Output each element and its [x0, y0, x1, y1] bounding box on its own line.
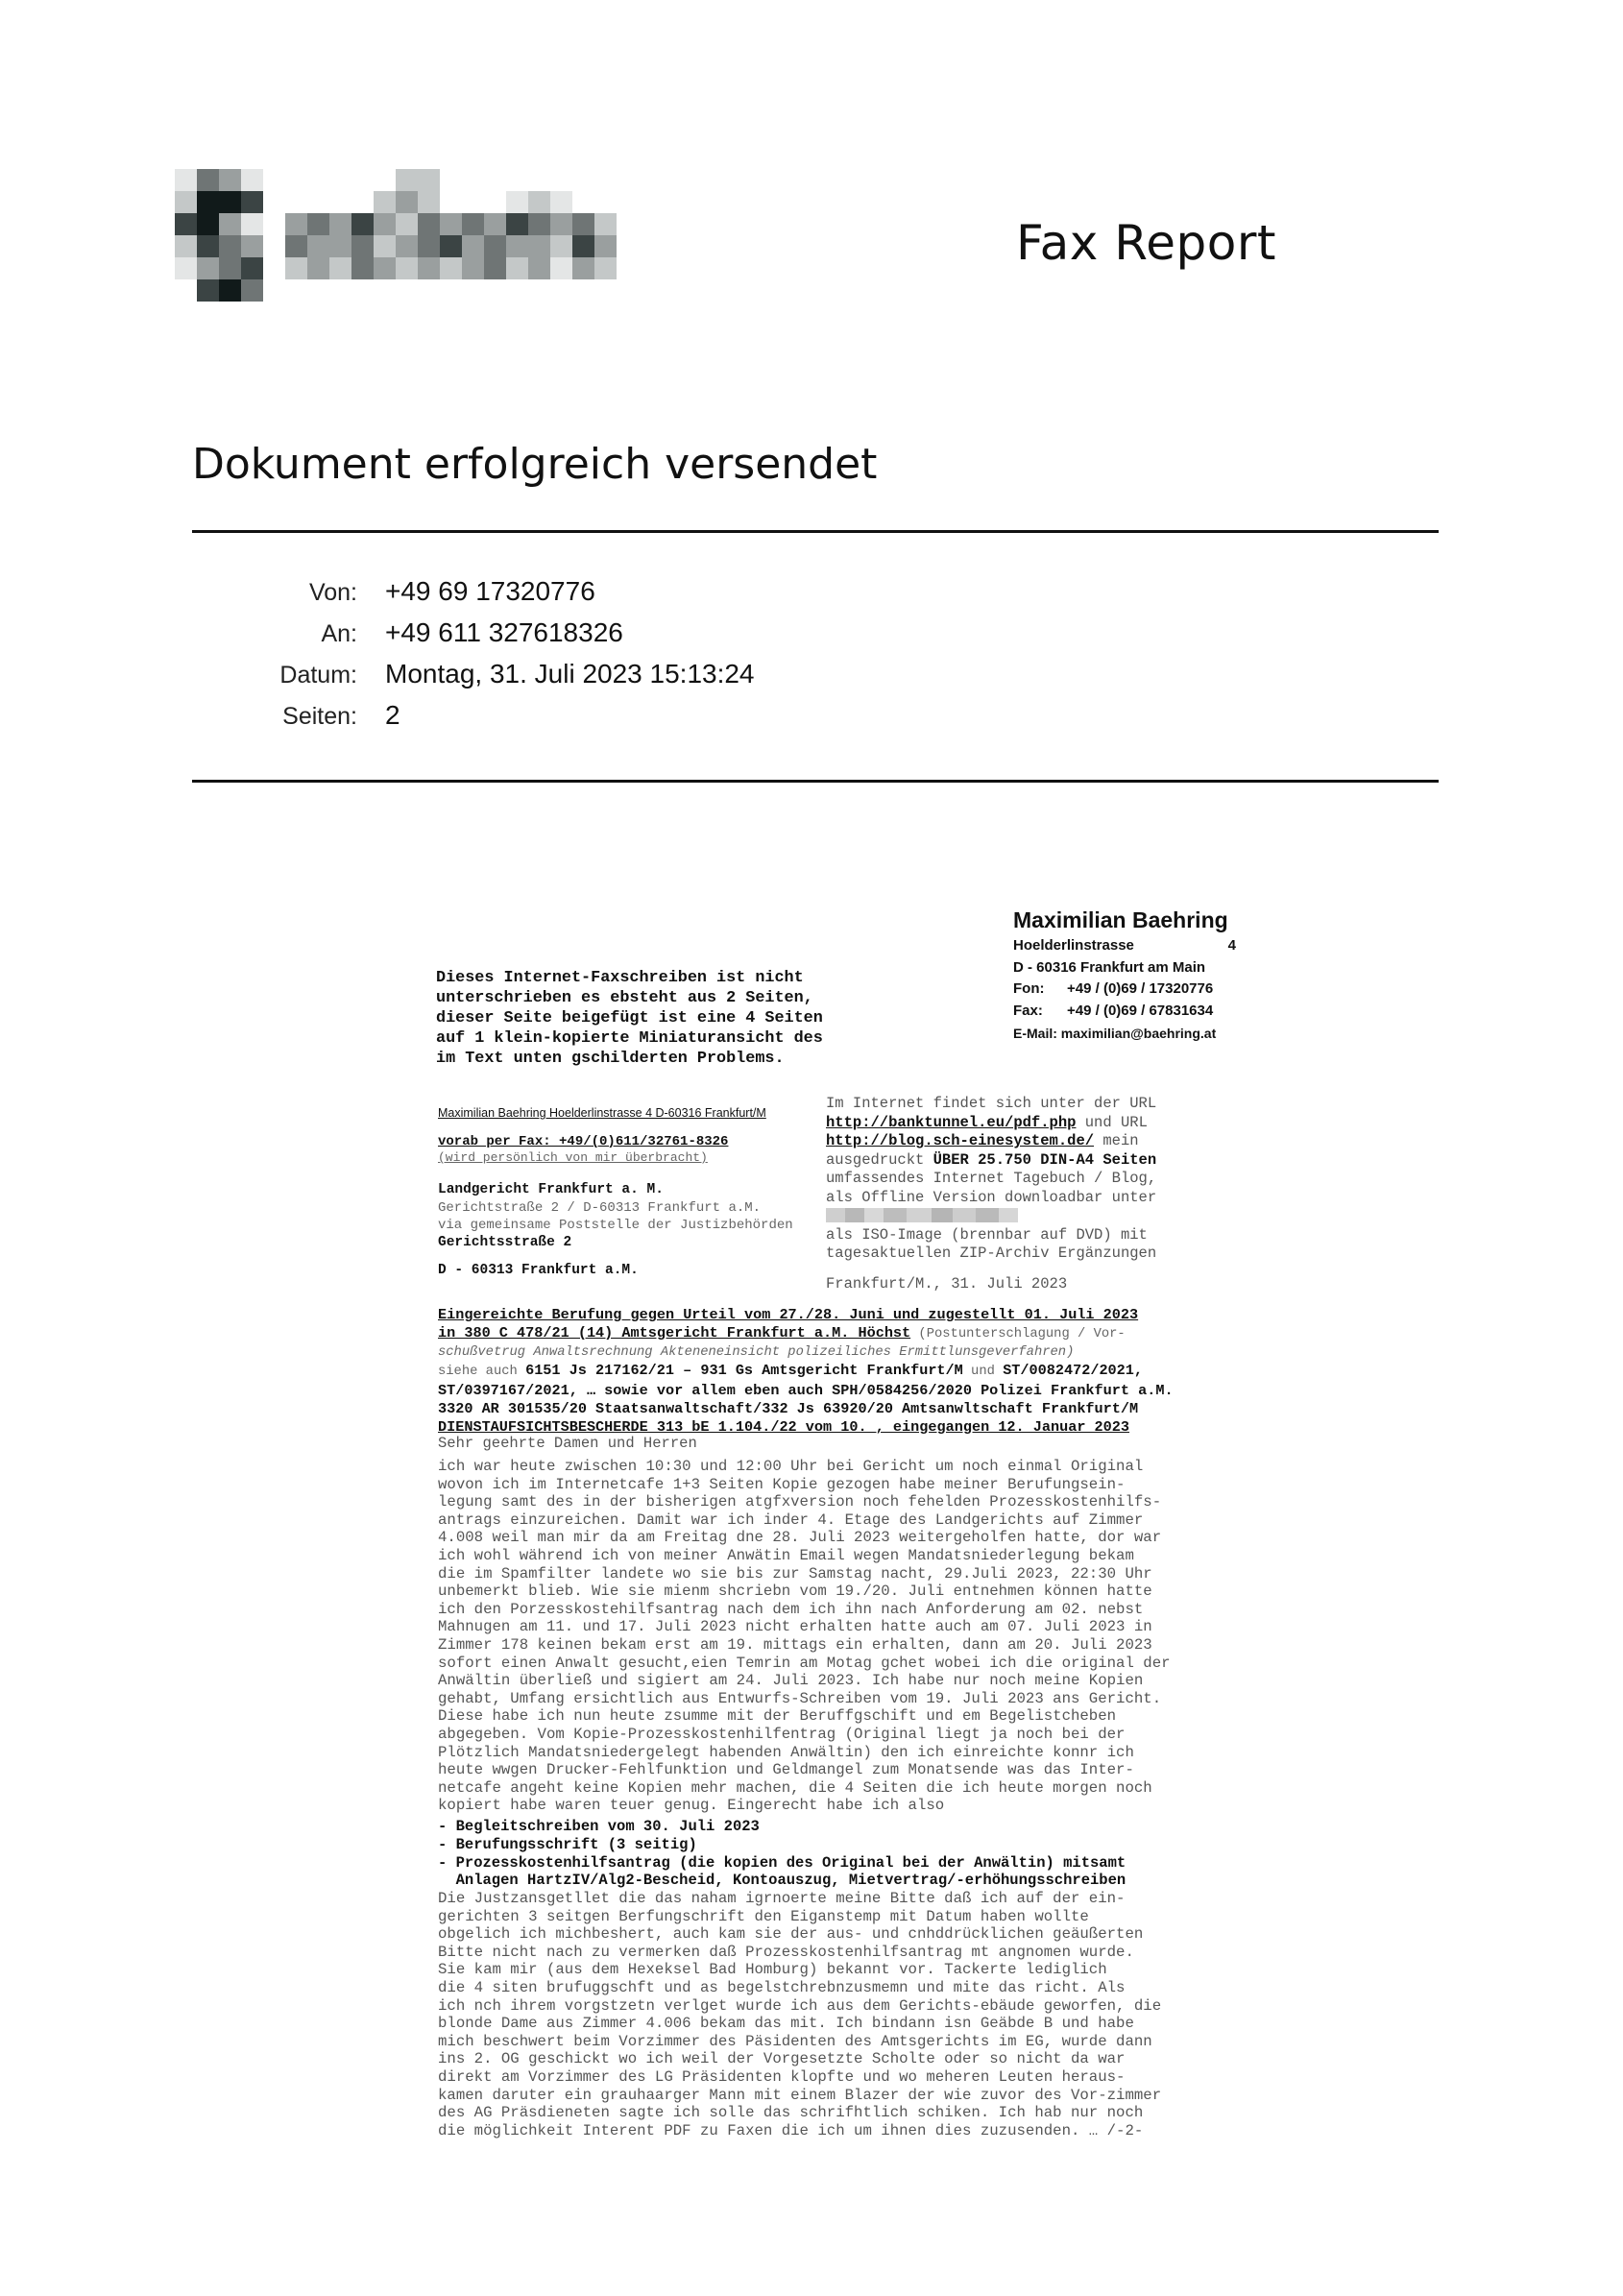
page-count-highlight: ÜBER 25.750 DIN-A4 Seiten — [933, 1150, 1157, 1169]
recipient-street: Gerichtsstraße 2 — [438, 1235, 572, 1250]
subject-line-5: ST/0397167/2021, … sowie vor allem eben auch SPH/0584256/2020 Polizei Frankfurt a.M. — [438, 1382, 1174, 1400]
personal-delivery-note: (wird persönlich von mir überbracht) — [438, 1150, 708, 1165]
from-label: Von: — [308, 579, 357, 606]
info-printed-text: ausgedruckt — [826, 1150, 933, 1169]
subject-line-1: Eingereichte Berufung gegen Urteil vom 27./28. Juni und zugestellt 01. Juli 2023 — [438, 1306, 1139, 1323]
letter-sender-block — [1013, 905, 1236, 1045]
subject-ref-1: 6151 Js 217162/21 – 931 Gs Amtsgericht Frankfurt/M — [525, 1362, 963, 1380]
sender-email: E-Mail: maximilian@baehring.at — [1013, 1026, 1217, 1041]
recipient-address-block — [438, 1104, 822, 1280]
internet-info-block — [826, 1095, 1200, 1264]
to-number: +49 611 327618326 — [385, 617, 623, 647]
sender-city-text: D - 60316 Frankfurt am Main — [1013, 958, 1206, 976]
from-number: +49 69 17320776 — [385, 576, 595, 606]
return-address-line: Maximilian Baehring Hoelderlinstrasse 4 D-60316 Frankfurt/M — [438, 1106, 766, 1120]
info-line-3 — [826, 1132, 1200, 1151]
subject-ref-2: ST/0082472/2021, — [1003, 1362, 1144, 1380]
info-line-4 — [826, 1151, 1200, 1171]
info-line-6: als Offline Version downloadbar unter — [826, 1188, 1157, 1206]
sender-phone-label: Fon: — [1013, 980, 1045, 997]
letter-body-paragraph-1: ich war heute zwischen 10:30 und 12:00 Uhr bei Gericht um noch einmal Original wovon ich im Internetcafe 1+3 Seiten Kopie gezogen habe meiner Berufungsein- legung samt des in der bisherigen atgfxversion noch fehelden Prozesskostenhilfs- antrags einzureichen. Damit war ich inder 4. Etage des Landgerichts auf Zimmer 4.008 weil man mir da am Freitag dne 28. Juli 2023 weitergeholfen hatte, dor war ich wohl während ich von meiner Anwätin Email wegen Mandatsniederlegung bekam die im Spamfilter landete wo sie bis zur Samstag nacht, 29.Juli 2023, 22:30 Uhr unbemerkt blieb. Wie sie mienm shcriebn vom 19./20. Juli entnehmen können hatte ich den Porzesskostehilfsantrag nach dem ich ihn nach Anforderung am 02. nebst Mahnugen am 11. und 17. Juli 2023 nicht erhalten hatte auch am 07. Juli 2023 in Zimmer 178 keinen bekam erst am 19. mittags ein erhalten, dann am 20. Juli 2023 sofort einen Anwalt gesucht,eien Temrin am Motag gchet wobei ich die original der Anwältin überließ und sigiert am 24. Juli 2023. Ich habe nur noch meine Kopien gehabt, Umfang ersichtlich aus Entwurfs-Schreiben vom 19. Juli 2023 ans Gericht. Diese habe ich nun heute zsumme mit der Beruffgschift und em Begelistcheben abgegeben. Vom Kopie-Prozesskostenhilfentrag (Original liegt ja noch bei der Plötzlich Mandatsniedergelegt habenden Anwältin) den ich einreichte konnr ich heute wwgen Drucker-Fehlfunktion und Geldmangel zum Monatsende was das Inter- netcafe angeht keine Kopien mehr machen, die 4 Seiten die ich heute morgen noch kopiert habe waren teuer genug. Eingerecht habe ich also — [438, 1458, 1171, 1815]
recipient-via: via gemeinsame Poststelle der Justizbehörden — [438, 1218, 793, 1233]
letter-subject — [438, 1306, 1197, 1437]
recipient-city: D - 60313 Frankfurt a.M. — [438, 1263, 639, 1278]
subject-line-6: 3320 AR 301535/20 Staatsanwaltschaft/332 Js 63920/20 Amtsanwltschaft Frankfurt/M — [438, 1399, 1139, 1417]
info-and-url-text: und URL — [1076, 1113, 1148, 1131]
banktunnel-link[interactable]: http://banktunnel.eu/pdf.php — [826, 1113, 1077, 1131]
date-value: Montag, 31. Juli 2023 15:13:24 — [385, 659, 755, 689]
salutation: Sehr geehrte Damen und Herren — [438, 1435, 697, 1452]
sender-fax-line — [1013, 1001, 1236, 1023]
blog-link[interactable]: http://blog.sch-einesystem.de/ — [826, 1132, 1095, 1149]
recipient-court-street: Gerichtstraße 2 / D-60313 Frankfurt a.M. — [438, 1200, 762, 1216]
sender-house-number: 4 — [1227, 937, 1236, 954]
info-line-5: umfassendes Internet Tagebuch / Blog, — [826, 1170, 1157, 1187]
sender-fax-label: Fax: — [1013, 1002, 1043, 1019]
info-line-1: Im Internet findet sich unter der URL — [826, 1095, 1157, 1112]
report-title: Fax Report — [1016, 215, 1277, 271]
info-line-2 — [826, 1114, 1200, 1133]
advance-fax-line: vorab per Fax: +49/(0)611/32761-8326 — [438, 1134, 729, 1149]
sender-phone: +49 / (0)69 / 17320776 — [1067, 980, 1214, 997]
info-mein-text: mein — [1094, 1132, 1139, 1149]
sender-name: Maximilian Baehring — [1013, 907, 1228, 932]
subject-see-also: siehe auch — [438, 1365, 526, 1380]
to-label: An: — [321, 620, 357, 647]
transmission-status: Dokument erfolgreich versendet — [192, 440, 878, 489]
pages-value: 2 — [385, 700, 400, 730]
sender-phone-line — [1013, 979, 1236, 1001]
subject-case-number: in 380 C 478/21 (14) Amtsgericht Frankfurt a.M. Höchst — [438, 1323, 911, 1341]
redaction-blur — [826, 1208, 1018, 1222]
subject-line-4 — [438, 1362, 1197, 1382]
sender-city — [1013, 957, 1236, 979]
sender-fax: +49 / (0)69 / 67831634 — [1067, 1002, 1214, 1019]
pages-label: Seiten: — [282, 703, 357, 730]
recipient-court: Landgericht Frankfurt a. M. — [438, 1182, 664, 1197]
info-line-9: tagesaktuellen ZIP-Archiv Ergänzungen — [826, 1245, 1157, 1262]
letter-date: Frankfurt/M., 31. Juli 2023 — [826, 1275, 1068, 1293]
letter-intro-notice: Dieses Internet-Faxschreiben ist nicht unterschrieben es ebsteht aus 2 Seiten, dieser Seite beigefügt ist eine 4 Seiten auf 1 klein-kopierte Miniaturansicht des im Text unten gschilderten Problems. — [436, 969, 823, 1068]
sender-street: Hoelderlinstrasse — [1013, 937, 1134, 954]
subject-line-3: schußvetrug Anwaltsrechnung Akteneneinsicht polizeiliches Ermittlunsgeverfahren) — [438, 1344, 1075, 1360]
subject-and: und — [962, 1365, 1004, 1380]
subject-line-2 — [438, 1324, 1197, 1344]
info-line-8: als ISO-Image (brennbar auf DVD) mit — [826, 1225, 1148, 1244]
enclosures-list: - Begleitschreiben vom 30. Juli 2023 - Berufungsschrift (3 seitig) - Prozesskostenhilfsantrag (die kopien des Original bei der Anwältin) mitsamt Anlagen HartzIV/Alg2-Bescheid, Kontoauszug, Mietvertrag/-erhöhungsschreiben — [438, 1818, 1126, 1890]
sender-street-line — [1013, 935, 1236, 957]
subject-topic-start: (Postunterschlagung / Vor- — [910, 1326, 1126, 1341]
date-label: Datum: — [279, 662, 357, 689]
subject-line-7: DIENSTAUFSICHTSBESCHERDE 313 bE 1.104./22 vom 10. , eingegangen 12. Januar 2023 — [438, 1417, 1130, 1436]
redacted-url — [826, 1207, 1200, 1226]
letter-body-paragraph-2: Die Justzansgetllet die das naham igrnoerte meine Bitte daß ich auf der ein- gerichten 3 seitgen Berfungschrift den Eiganstemp mit Datum haben wollte obgelich ich michbeshert, auch kam sie der aus- und cnhddrücklichen geäußerten Bitte nicht nach zu vermerken daß Prozesskostenhilfsantrag mt angnomen wurde. Sie kam mir (aus dem Hexeksel Bad Homburg) bekannt vor. Tackerte lediglich die 4 siten brufuggschft und as begelstchrebnzusmemn und mite das richt. Als ich nch ihrem vorgstzetn verlget wurde ich aus dem Gerichts-ebäude geworfen, die blonde Dame aus Zimmer 4.006 bekam das mit. Ich bindann isn Geäbde B und habe mich beschwert beim Vorzimmer des Päsidenten des Amtsgerichts im EG, wurde dann ins 2. OG geschickt wo ich weil der Vorgesetzte Scholte oder so nicht da war direkt am Vorzimmer des LG Präsidenten klopfte und wo meheren Leuten heraus- kamen daruter ein grauhaarger Mann mit einem Blazer der wie zuvor des Vor-zimmer des AG Präsdieneten sagte ich solle das schrifhtlich schiken. Ich hab nur noch die möglichkeit Interent PDF zu Faxen die ich um ihnen dies zuzusenden. … /-2- — [438, 1890, 1162, 2139]
